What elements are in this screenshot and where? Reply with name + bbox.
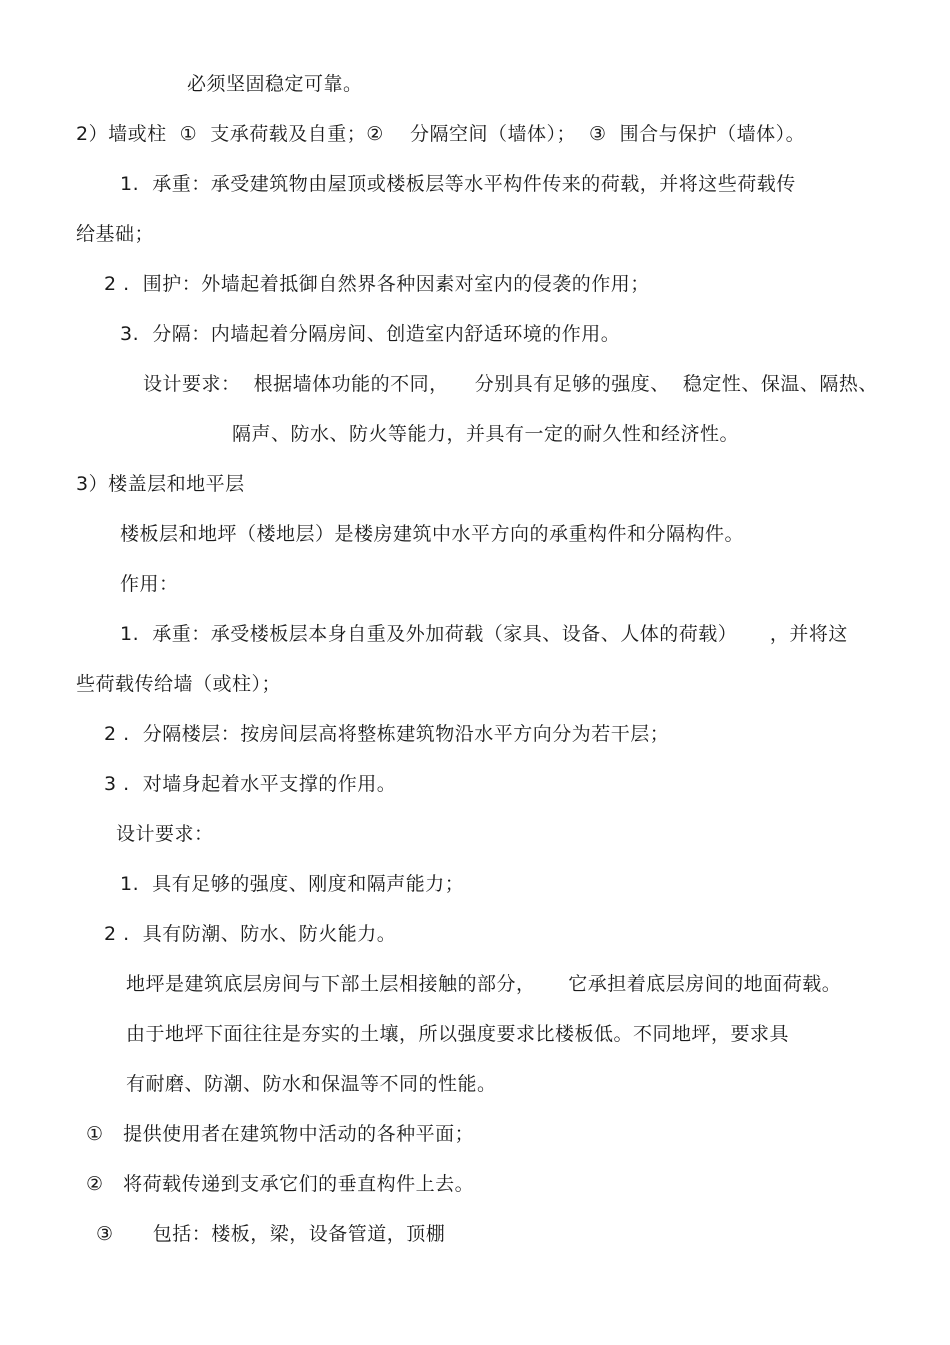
text-line: 1. 承重：承受建筑物由屋顶或楼板层等水平构件传来的荷载，并将这些荷载传 (120, 173, 796, 195)
text-line: 设计要求： (116, 823, 214, 845)
text-line: 有耐磨、防潮、防水和保温等不同的性能。 (126, 1073, 497, 1095)
text-line: 给基础； (76, 223, 155, 245)
text-line: 些荷载传给墙（或柱）； (76, 673, 282, 695)
text-line: ③ 包括：楼板，梁，设备管道，顶棚 (96, 1223, 446, 1245)
text-line: 2 . 具有防潮、防水、防火能力。 (104, 923, 397, 945)
text-line: 作用： (120, 573, 179, 595)
text-line: 1. 承重：承受楼板层本身自重及外加荷载（家具、设备、人体的荷载） ，并将这 (120, 623, 848, 645)
text-line: ① 提供使用者在建筑物中活动的各种平面； (86, 1123, 475, 1145)
text-line: 2 . 围护：外墙起着抵御自然界各种因素对室内的侵袭的作用； (104, 273, 650, 295)
text-line: 1. 具有足够的强度、刚度和隔声能力； (120, 873, 465, 895)
text-line: ② 将荷载传递到支承它们的垂直构件上去。 (86, 1173, 475, 1195)
text-line: 地坪是建筑底层房间与下部土层相接触的部分， 它承担着底层房间的地面荷载。 (126, 973, 842, 995)
text-line: 3 . 对墙身起着水平支撑的作用。 (104, 773, 397, 795)
text-line: 3. 分隔：内墙起着分隔房间、创造室内舒适环境的作用。 (120, 323, 621, 345)
text-line: 楼板层和地坪（楼地层）是楼房建筑中水平方向的承重构件和分隔构件。 (120, 523, 745, 545)
text-line: 2）墙或柱 ① 支承荷载及自重；② 分隔空间（墙体）； ③ 围合与保护（墙体）。 (76, 123, 806, 145)
section-heading: 3）楼盖层和地平层 (76, 473, 245, 495)
text-line: 必须坚固稳定可靠。 (187, 73, 363, 95)
text-line: 由于地坪下面往往是夯实的土壤，所以强度要求比楼板低。不同地坪，要求具 (126, 1023, 790, 1045)
text-line: 隔声、防水、防火等能力，并具有一定的耐久性和经济性。 (232, 423, 740, 445)
text-line: 设计要求： 根据墙体功能的不同， 分别具有足够的强度、 稳定性、保温、隔热、 (143, 373, 878, 395)
text-line: 2 . 分隔楼层：按房间层高将整栋建筑物沿水平方向分为若干层； (104, 723, 670, 745)
